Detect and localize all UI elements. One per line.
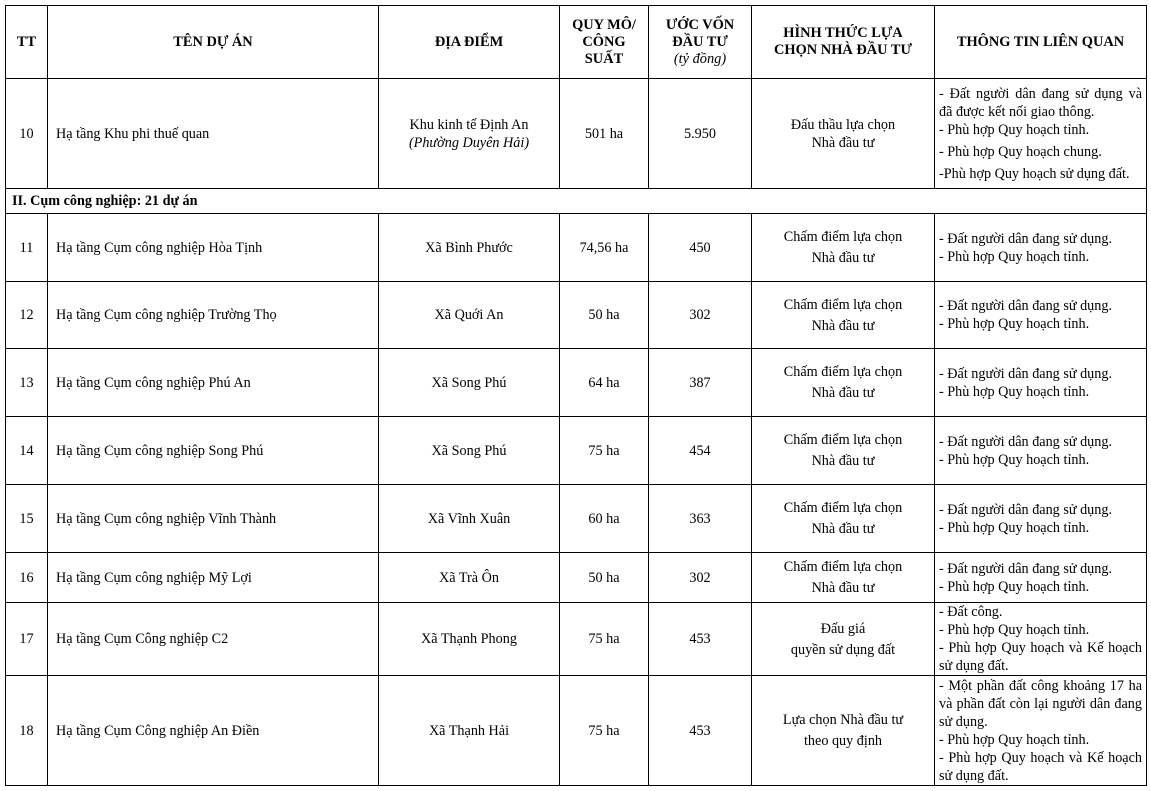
row-info <box>935 79 1147 189</box>
row-name: Hạ tầng Cụm công nghiệp Hòa Tịnh <box>48 214 379 282</box>
row-location: Xã Bình Phước <box>379 214 560 282</box>
row-method-line1: Đấu giá <box>820 620 866 637</box>
row-info <box>935 676 1147 786</box>
row-capital: 387 <box>649 349 752 417</box>
row-method-line1: Chấm điểm lựa chọn <box>783 296 903 313</box>
row-info <box>935 603 1147 676</box>
row-info-line: - Phù hợp Quy hoạch và Kế hoạch sử dụng đất. <box>939 640 1142 674</box>
row-info-line: - Phù hợp Quy hoạch tỉnh. <box>939 121 1090 138</box>
row-method <box>752 417 935 485</box>
row-method-line1: Chấm điểm lựa chọn <box>783 559 903 575</box>
row-info-line: - Đất công. <box>939 604 1003 620</box>
projects-table <box>5 5 1147 786</box>
row-info <box>935 282 1147 349</box>
row-info-line: - Đất người dân đang sử dụng. <box>939 560 1113 577</box>
row-method-line1: Lựa chọn Nhà đầu tư <box>782 712 904 728</box>
header-capital-unit: (tỷ đồng) <box>673 50 727 67</box>
row-method-line1: Đấu thầu lựa chọn <box>790 116 896 133</box>
row-info-line: - Một phần đất công khoảng 17 ha và phần đất còn lại người dân đang sử dụng. <box>939 677 1142 730</box>
row-scale: 501 ha <box>560 79 649 189</box>
header-capital <box>649 6 752 79</box>
row-method-line2: Nhà đầu tư <box>811 580 875 596</box>
row-method <box>752 349 935 417</box>
section-title: II. Cụm công nghiệp: 21 dự án <box>6 189 1147 214</box>
row-info-line: - Đất người dân đang sử dụng. <box>939 433 1113 450</box>
row-method-line1: Chấm điểm lựa chọn <box>783 229 903 245</box>
row-scale: 50 ha <box>560 553 649 603</box>
row-method <box>752 282 935 349</box>
table-row <box>6 603 1147 676</box>
table-row <box>6 282 1147 349</box>
row-scale: 50 ha <box>560 282 649 349</box>
header-row <box>6 6 1147 79</box>
row-tt: 10 <box>6 79 48 189</box>
row-method <box>752 553 935 603</box>
row-scale: 75 ha <box>560 676 649 786</box>
row-name: Hạ tầng Cụm công nghiệp Trường Thọ <box>48 282 379 349</box>
row-info-line: - Phù hợp Quy hoạch tỉnh. <box>939 519 1090 536</box>
row-location-text: Khu kinh tế Định An <box>409 116 529 133</box>
row-tt: 14 <box>6 417 48 485</box>
row-method-line2: theo quy định <box>803 733 883 749</box>
row-location: Xã Thạnh Phong <box>379 603 560 676</box>
header-info: THÔNG TIN LIÊN QUAN <box>935 6 1147 79</box>
row-method-line1: Chấm điểm lựa chọn <box>783 500 903 516</box>
row-scale: 74,56 ha <box>560 214 649 282</box>
header-capital-label: ƯỚC VỐN ĐẦU TƯ <box>665 16 735 50</box>
row-method-line1: Chấm điểm lựa chọn <box>783 432 903 448</box>
row-location: Xã Song Phú <box>379 349 560 417</box>
row-info-line: - Phù hợp Quy hoạch và Kế hoạch sử dụng đất. <box>939 749 1142 784</box>
row-info <box>935 417 1147 485</box>
row-location: Xã Vĩnh Xuân <box>379 485 560 553</box>
row-name: Hạ tầng Cụm công nghiệp Song Phú <box>48 417 379 485</box>
row-capital: 453 <box>649 676 752 786</box>
row-info-line: - Đất người dân đang sử dụng. <box>939 365 1113 382</box>
row-info-line: - Phù hợp Quy hoạch tỉnh. <box>939 248 1090 265</box>
row-capital: 363 <box>649 485 752 553</box>
row-method-line2: Nhà đầu tư <box>811 521 875 537</box>
section-row <box>6 189 1147 214</box>
row-capital: 453 <box>649 603 752 676</box>
row-info <box>935 214 1147 282</box>
row-location: Xã Thạnh Hải <box>379 676 560 786</box>
row-location: Xã Trà Ôn <box>379 553 560 603</box>
table-row <box>6 553 1147 603</box>
row-info-line: - Phù hợp Quy hoạch tỉnh. <box>939 731 1090 748</box>
row-method-line2: Nhà đầu tư <box>811 134 875 151</box>
row-info-line: - Đất người dân đang sử dụng. <box>939 230 1113 247</box>
row-method <box>752 79 935 189</box>
table-row <box>6 79 1147 189</box>
header-method: HÌNH THỨC LỰA CHỌN NHÀ ĐẦU TƯ <box>752 6 935 79</box>
row-info <box>935 485 1147 553</box>
row-name: Hạ tầng Cụm Công nghiệp C2 <box>48 603 379 676</box>
row-name: Hạ tầng Cụm công nghiệp Phú An <box>48 349 379 417</box>
row-capital: 302 <box>649 282 752 349</box>
row-method-line2: Nhà đầu tư <box>811 385 875 401</box>
row-scale: 75 ha <box>560 603 649 676</box>
row-method-line2: Nhà đầu tư <box>811 250 875 266</box>
row-method <box>752 603 935 676</box>
header-scale: QUY MÔ/ CÔNG SUẤT <box>560 6 649 79</box>
row-method-line2: quyền sử dụng đất <box>790 641 896 658</box>
row-capital: 450 <box>649 214 752 282</box>
row-capital: 302 <box>649 553 752 603</box>
row-method <box>752 214 935 282</box>
table-row <box>6 485 1147 553</box>
header-tt: TT <box>6 6 48 79</box>
row-location: Xã Song Phú <box>379 417 560 485</box>
row-method <box>752 676 935 786</box>
row-name: Hạ tầng Khu phi thuế quan <box>48 79 379 189</box>
row-scale: 75 ha <box>560 417 649 485</box>
header-location: ĐỊA ĐIỂM <box>379 6 560 79</box>
row-info-line: - Đất người dân đang sử dụng. <box>939 298 1113 314</box>
row-tt: 18 <box>6 676 48 786</box>
row-method-line2: Nhà đầu tư <box>811 453 875 469</box>
table-row <box>6 349 1147 417</box>
row-info-line: - Đất người dân đang sử dụng và đã được kết nối giao thông. <box>939 85 1142 120</box>
row-location <box>379 79 560 189</box>
row-info-line: - Phù hợp Quy hoạch tỉnh. <box>939 451 1090 468</box>
header-name: TÊN DỰ ÁN <box>48 6 379 79</box>
row-info-line: - Phù hợp Quy hoạch tỉnh. <box>939 316 1090 332</box>
row-info <box>935 553 1147 603</box>
row-scale: 64 ha <box>560 349 649 417</box>
row-tt: 17 <box>6 603 48 676</box>
row-info-line: - Phù hợp Quy hoạch tỉnh. <box>939 383 1090 400</box>
row-info <box>935 349 1147 417</box>
row-info-line: - Phù hợp Quy hoạch tỉnh. <box>939 622 1090 638</box>
row-info-line: - Phù hợp Quy hoạch tỉnh. <box>939 578 1090 595</box>
row-info-line: - Phù hợp Quy hoạch chung. <box>939 143 1102 160</box>
row-capital: 5.950 <box>649 79 752 189</box>
row-tt: 16 <box>6 553 48 603</box>
row-method-line1: Chấm điểm lựa chọn <box>783 364 903 380</box>
row-name: Hạ tầng Cụm công nghiệp Vĩnh Thành <box>48 485 379 553</box>
row-scale: 60 ha <box>560 485 649 553</box>
row-capital: 454 <box>649 417 752 485</box>
table-row <box>6 417 1147 485</box>
row-tt: 12 <box>6 282 48 349</box>
row-location-note: (Phường Duyên Hải) <box>408 134 530 151</box>
row-name: Hạ tầng Cụm công nghiệp Mỹ Lợi <box>48 553 379 603</box>
row-info-line: -Phù hợp Quy hoạch sử dụng đất. <box>939 165 1130 182</box>
row-method-line2: Nhà đầu tư <box>811 317 875 334</box>
row-info-line: - Đất người dân đang sử dụng. <box>939 501 1113 518</box>
row-location: Xã Quới An <box>379 282 560 349</box>
table-row <box>6 214 1147 282</box>
row-name: Hạ tầng Cụm Công nghiệp An Điền <box>48 676 379 786</box>
row-tt: 13 <box>6 349 48 417</box>
row-method <box>752 485 935 553</box>
row-tt: 11 <box>6 214 48 282</box>
table-row <box>6 676 1147 786</box>
row-tt: 15 <box>6 485 48 553</box>
